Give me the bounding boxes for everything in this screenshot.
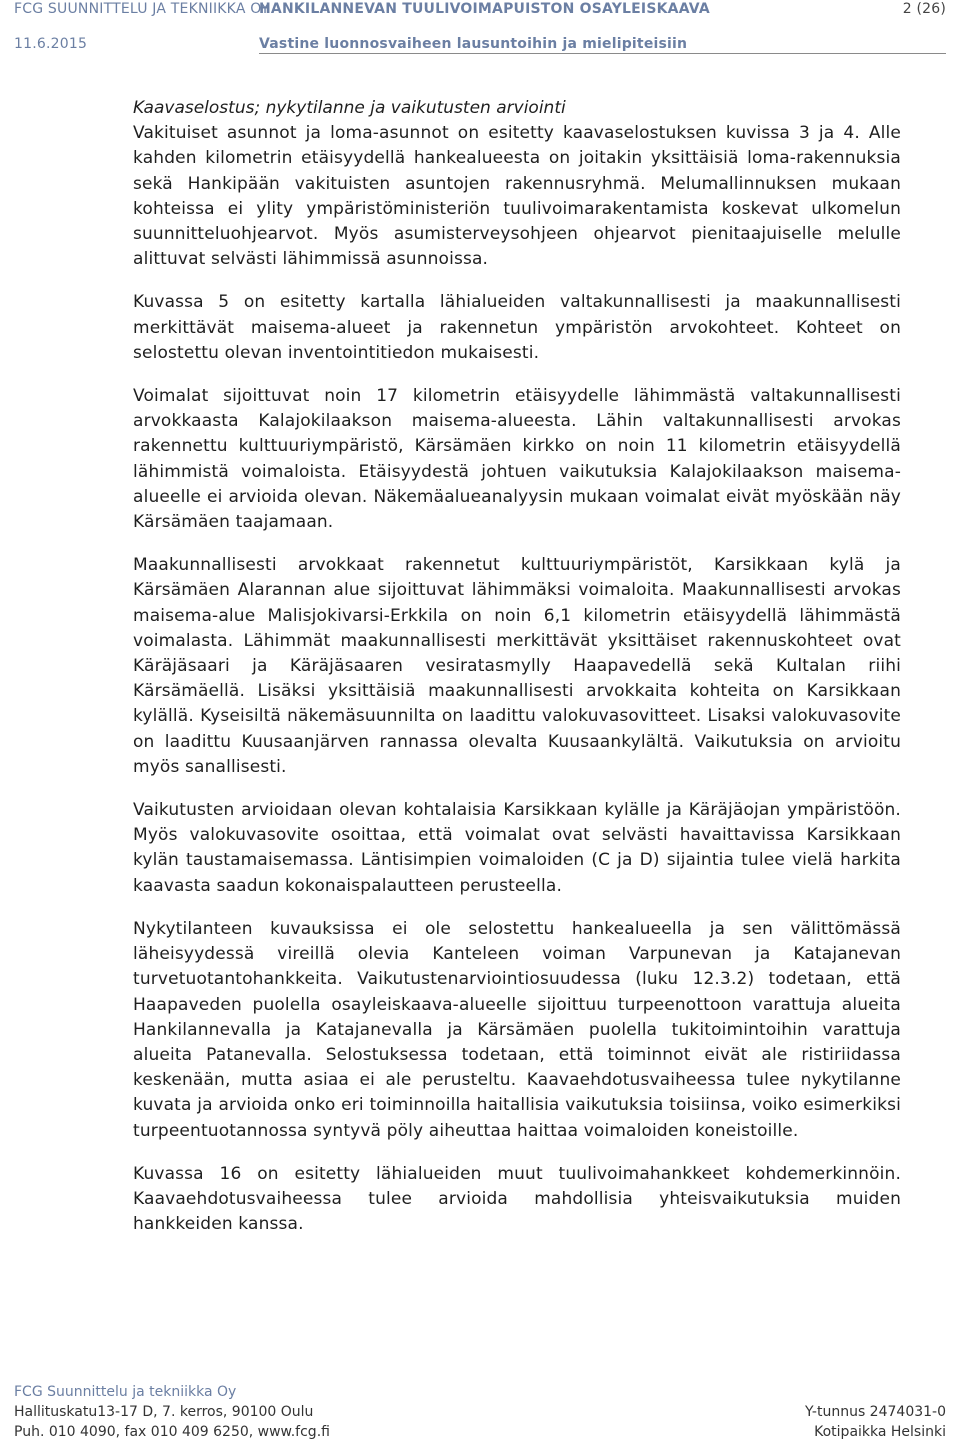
paragraph-6: Nykytilanteen kuvauksissa ei ole selostettu hankealueella ja sen välittömässä läheisyydessä vireillä olevia Kanteleen voiman Varpunevan ja Katajanevan turvetuotantohankkeita. Vaikutustenarviointiosuudessa (luku 12.3.2) todetaan, että Haapaveden puolella osayleiskaava-alueelle sijoittuu turpeenottoon varattuja alueita Hankilannevalla ja Katajanevalla ja Kärsämäen puolella tukitoimintoihin varattuja alueita Patanevalla. Selostuksessa todetaan, että toiminnot eivät ale ristiriidassa keskenään, mutta asiaa ei ale perusteltu. Kaavaehdotusvaiheessa tulee nykytilanne kuvata ja arvioida onko eri toiminnoilla haitallisia vaikutuksia toisiinsa, voiko esimerkiksi turpeentuotannossa syntyvä pöly aiheuttaa haittaa voimaloiden koneistoille. — [133, 918, 901, 1141]
header-company: FCG SUUNNITTELU JA TEKNIIKKA OY — [14, 1, 270, 17]
footer-row-2 — [14, 1402, 946, 1422]
paragraph-7: Kuvassa 16 on esitetty lähialueiden muut tuulivoimahankkeet kohdemerkinnöin. Kaavaehdotusvaiheessa tulee arvioida mahdollisia yhteisvaikutuksia muiden hankkeiden kanssa. — [133, 1163, 901, 1235]
footer-company: FCG Suunnittelu ja tekniikka Oy — [14, 1384, 237, 1400]
section-heading: Kaavaselostus; nykytilanne ja vaikutusten arviointi — [133, 98, 566, 118]
paragraph-5: Vaikutusten arvioidaan olevan kohtalaisia Karsikkaan kylälle ja Käräjäojan ympäristöön. Myös valokuvasovite osoittaa, että voimalat ovat selvästi havaittavissa Karsikkaan kylän taustamaisemassa. Läntisimpien voimaloiden (C ja D) sijaintia tulee vielä harkita kaavasta saadun kokonaispalautteen perusteella. — [133, 800, 901, 896]
paragraph-4: Maakunnallisesti arvokkaat rakennetut kulttuuriympäristöt, Karsikkaan kylä ja Kärsämäen Alarannan alue sijoittuvat lähimmäksi voimaloita. Maakunnallisesti arvokas maisema-alue Malisjokivarsi-Erkkila on noin 6,1 kilometrin etäisyydellä lähimmästä voimalasta. Lähimmät maakunnallisesti merkittävät yksittäiset rakennuskohteet ovat Käräjäsaari ja Käräjäsaaren vesiratasmylly Haapavedellä sekä Kultalan riihi Kärsämäellä. Lisäksi yksittäisiä maakunnallisesti arvokkaita kohteita on Karsikkaan kylällä. Kyseisiltä näkemäsuunnilta on laadittu valokuvasovitteet. Lisaksi valokuvasovite on laadittu Kuusaanjärven rannassa olevalta Kuusaankylältä. Vaikutuksia on arvioitu myös sanallisesti. — [133, 555, 901, 777]
document-subtitle: Vastine luonnosvaiheen lausuntoihin ja mielipiteisiin — [259, 36, 688, 52]
footer-row-3 — [14, 1422, 946, 1442]
page-footer — [14, 1382, 946, 1442]
header-divider — [259, 53, 946, 54]
paragraph-1: Vakituiset asunnot ja loma-asunnot on esitetty kaavaselostuksen kuvissa 3 ja 4. Alle kahden kilometrin etäisyydellä hankealueesta on joitakin yksittäisiä loma-rakennuksia sekä Hankipään vakituisten asuntojen rakennusryhmä. Melumallinnuksen mukaan kohteissa ei ylity ympäristöministeriön tuulivoimarakentamista koskevat ulkomelun suunnitteluohjearvot. Myös asumisterveysohjeen ohjearvot pienitaajuiselle melulle alittuvat selvästi lähimmissä asunnoissa. — [133, 123, 901, 270]
page-header — [14, 0, 946, 54]
paragraph-3: Voimalat sijoittuvat noin 17 kilometrin etäisyydelle lähimmästä valtakunnallisesti arvokkaasta Kalajokilaakson maisema-alueesta. Lähin valtakunnallisesti arvokas rakennettu kulttuuriympäristö, Kärsämäen kirkko on noin 11 kilometrin etäisyydellä lähimmistä voimaloista. Etäisyydestä johtuen vaikutuksia Kalajokilaakson maisema-alueelle ei arvioida olevan. Näkemäalueanalyysin mukaan voimalat eivät myöskään näy Kärsämäen taajamaan. — [133, 386, 901, 533]
document-title: HANKILANNEVAN TUULIVOIMAPUISTON OSAYLEISKAAVA — [259, 1, 710, 17]
paragraph-2: Kuvassa 5 on esitetty kartalla lähialueiden valtakunnallisesti ja maakunnallisesti merkittävät maisema-alueet ja rakennetun ympäristön arvokohteet. Kohteet on selostettu olevan inventointitiedon mukaisesti. — [133, 292, 901, 363]
footer-row-1 — [14, 1382, 946, 1402]
page-number: 2 (26) — [902, 1, 946, 17]
header-date: 11.6.2015 — [14, 36, 88, 52]
footer-domicile: Kotipaikka Helsinki — [814, 1424, 946, 1440]
document-body — [133, 96, 901, 1255]
footer-contact: Puh. 010 4090, fax 010 409 6250, www.fcg.fi — [14, 1424, 330, 1440]
footer-address: Hallituskatu13-17 D, 7. kerros, 90100 Oulu — [14, 1404, 314, 1420]
footer-business-id: Y-tunnus 2474031-0 — [805, 1404, 946, 1420]
